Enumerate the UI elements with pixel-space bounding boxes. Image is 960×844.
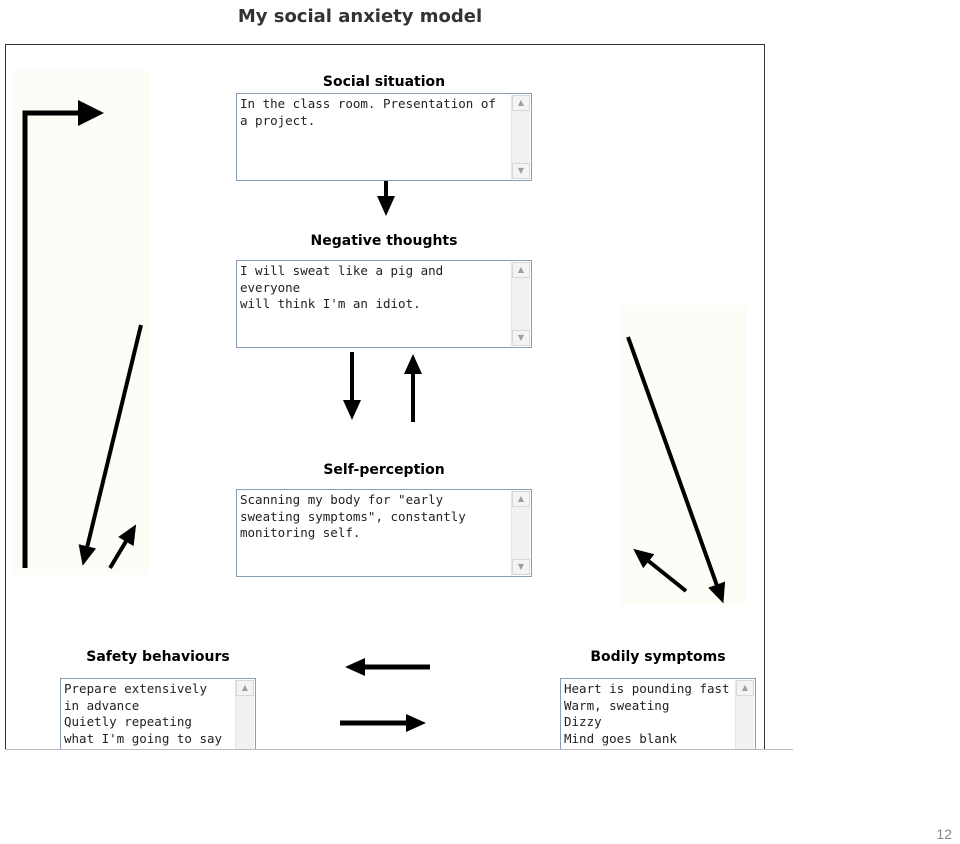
bodily-symptoms-label: Bodily symptoms: [590, 649, 726, 665]
scroll-up-icon[interactable]: ▲: [512, 262, 530, 278]
arrow-safety-to-perception: [110, 533, 131, 568]
safety-behaviours-label: Safety behaviours: [86, 649, 230, 665]
scroll-up-icon[interactable]: ▲: [736, 680, 754, 696]
page-number: 12: [936, 826, 952, 842]
safety-behaviours-text: Prepare extensively in advance Quietly repeating what I'm going to say: [64, 681, 223, 746]
self-perception-label: Self-perception: [323, 462, 445, 478]
scroll-up-icon[interactable]: ▲: [512, 491, 530, 507]
bodily-symptoms-text: Heart is pounding fast Warm, sweating Dizzy Mind goes blank: [564, 681, 730, 746]
arrow-perception-to-safety: [85, 325, 141, 556]
negative-thoughts-label: Negative thoughts: [310, 233, 458, 249]
scroll-up-icon[interactable]: ▲: [236, 680, 254, 696]
arrow-bodily-to-perception: [641, 555, 686, 591]
scroll-down-icon[interactable]: ▼: [512, 330, 530, 346]
negative-thoughts-text: I will sweat like a pig and everyone will think I'm an idiot.: [240, 263, 444, 311]
scroll-down-icon[interactable]: ▼: [512, 559, 530, 575]
arrow-loop-to-situation: [25, 113, 92, 568]
scroll-down-icon[interactable]: ▼: [512, 163, 530, 179]
scroll-up-icon[interactable]: ▲: [512, 95, 530, 111]
diagram-title: My social anxiety model: [237, 6, 483, 27]
social-situation-text: In the class room. Presentation of a project.: [240, 96, 496, 128]
social-situation-label: Social situation: [322, 74, 446, 90]
cropped-area: [0, 750, 960, 844]
self-perception-text: Scanning my body for "early sweating symptoms", constantly monitoring self.: [240, 492, 466, 540]
